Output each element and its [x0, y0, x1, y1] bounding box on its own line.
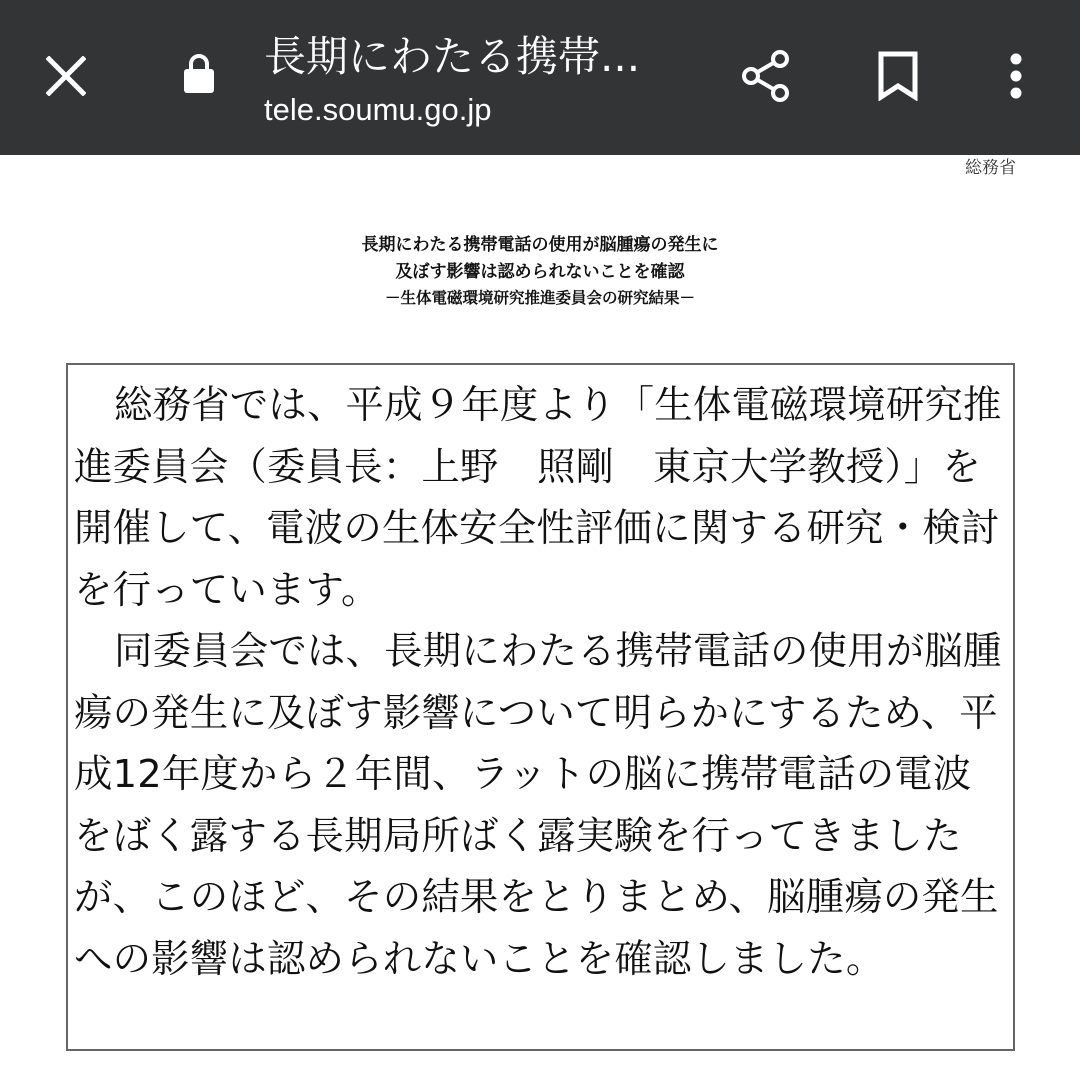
browser-toolbar	[0, 0, 1080, 155]
ministry-label: 総務省	[965, 158, 1016, 178]
close-icon	[46, 56, 86, 96]
heading-line: 及ぼす影響は認められないことを確認	[395, 262, 685, 282]
more-options-button[interactable]	[986, 36, 1046, 116]
summary-box	[66, 363, 1015, 1051]
heading-subtitle: －生体電磁環境研究推進委員会の研究結果－	[384, 289, 695, 307]
share-icon	[739, 49, 793, 103]
page-info[interactable]	[264, 30, 684, 130]
paragraph: 総務省では、平成９年度より「生体電磁環境研究推進委員会（委員長：上野 照剛 東京大学教授）」を開催して、電波の生体安全性評価に関する研究・検討を行っています。	[74, 383, 1002, 613]
bookmark-icon	[877, 51, 919, 101]
summary-text	[74, 375, 1009, 990]
close-button[interactable]	[26, 36, 106, 116]
lock-icon[interactable]	[176, 50, 222, 96]
page-url: tele.soumu.go.jp	[264, 92, 492, 127]
share-button[interactable]	[726, 36, 806, 116]
heading-line: 長期にわたる携帯電話の使用が脳腫瘍の発生に	[361, 235, 719, 255]
paragraph: 同委員会では、長期にわたる携帯電話の使用が脳腫瘍の発生に及ぼす影響について明らかにするため、平成12年度から２年間、ラットの脳に携帯電話の電波をばく露する長期局所ばく露実験を行ってきましたが、このほど、その結果をとりまとめ、脳腫瘍の発生への影響は認められないことを確認しました。	[74, 629, 1002, 982]
page-title: 長期にわたる携帯...	[264, 32, 641, 81]
bookmark-button[interactable]	[858, 36, 938, 116]
more-vert-icon	[1009, 53, 1023, 99]
document-heading	[0, 232, 1080, 310]
